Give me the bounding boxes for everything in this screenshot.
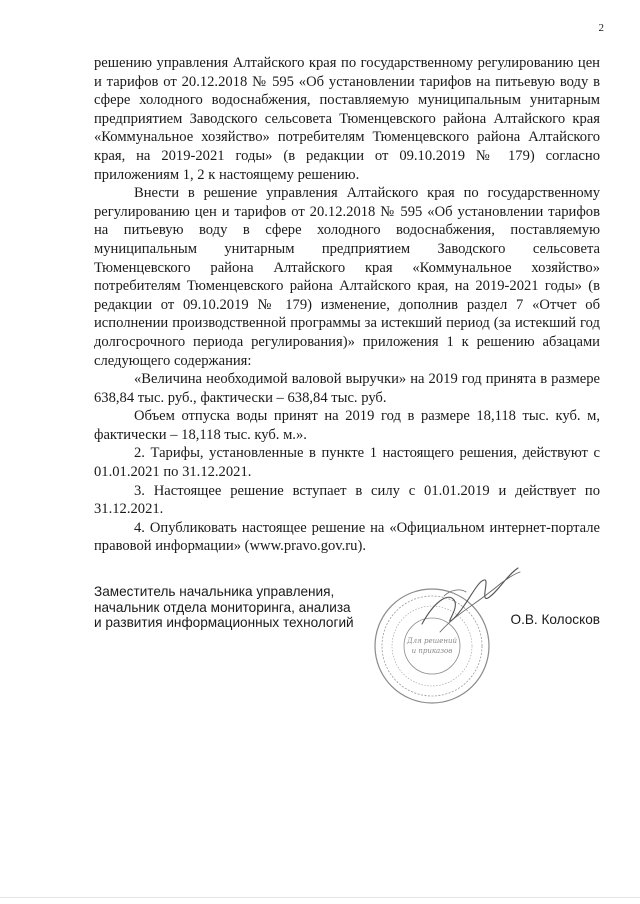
seal-text-line: и приказов	[411, 647, 453, 655]
document-body	[94, 54, 600, 556]
page-number: 2	[598, 22, 604, 34]
signer-name: О.В. Колосков	[510, 612, 600, 627]
paragraph-item-2: 2. Тарифы, установленные в пункте 1 настоящего решения, действуют с 01.01.2021 по 31.12.2021.	[94, 445, 600, 481]
signer-title-line: начальник отдела мониторинга, анализа	[94, 599, 351, 615]
seal-text-line: Для решений	[406, 637, 458, 645]
signer-title-line: Заместитель начальника управления,	[94, 584, 335, 599]
scan-edge-line	[0, 897, 640, 898]
paragraph-amendment: Внести в решение управления Алтайского края по государственному регулированию цен и тарифов от 20.12.2018 № 595 «Об установлении тарифов на питьевую воду в сфере холодного водоснабжения, поставляемую муниципальным унитарным предприятием Заводского сельсовета Тюменцевского района Алтайского края «Коммунальное хозяйство» потребителям Тюменцевского района Алтайского края, на 2019-2021 годы» (в редакции от 09.10.2019 № 179) изменение, дополнив раздел 7 «Отчет об исполнении производственной программы за истекший период (за истекший год долгосрочного периода регулирования)» приложения 1 к решению абзацами следующего содержания:	[94, 185, 600, 369]
signer-title	[94, 584, 354, 631]
paragraph-item-3: 3. Настоящее решение вступает в силу с 01.01.2019 и действует по 31.12.2021.	[94, 482, 600, 518]
signature-block	[94, 584, 600, 714]
paragraph-water-volume: Объем отпуска воды принят на 2019 год в размере 18,118 тыс. куб. м, фактически – 18,118 тыс. куб. м.».	[94, 408, 600, 443]
handwritten-signature	[414, 562, 524, 642]
paragraph-revenue: «Величина необходимой валовой выручки» на 2019 год принята в размере 638,84 тыс. руб., фактически – 638,84 тыс. руб.	[94, 371, 600, 406]
paragraph-item-4: 4. Опубликовать настоящее решение на «Официальном интернет-портале правовой информации» (www.pravo.gov.ru).	[94, 519, 600, 555]
signer-title-line: и развития информационных технологий	[94, 615, 354, 630]
paragraph-continuation: решению управления Алтайского края по государственному регулированию цен и тарифов от 20.12.2018 № 595 «Об установлении тарифов на питьевую воду в сфере холодного водоснабжения, поставляемую муниципальным унитарным предприятием Заводского сельсовета Тюменцевского района Алтайского края «Коммунальное хозяйство» потребителям Тюменцевского района Алтайского края, на 2019-2021 годы» (в редакции от 09.10.2019 № 179) согласно приложениям 1, 2 к настоящему решению.	[94, 55, 600, 183]
